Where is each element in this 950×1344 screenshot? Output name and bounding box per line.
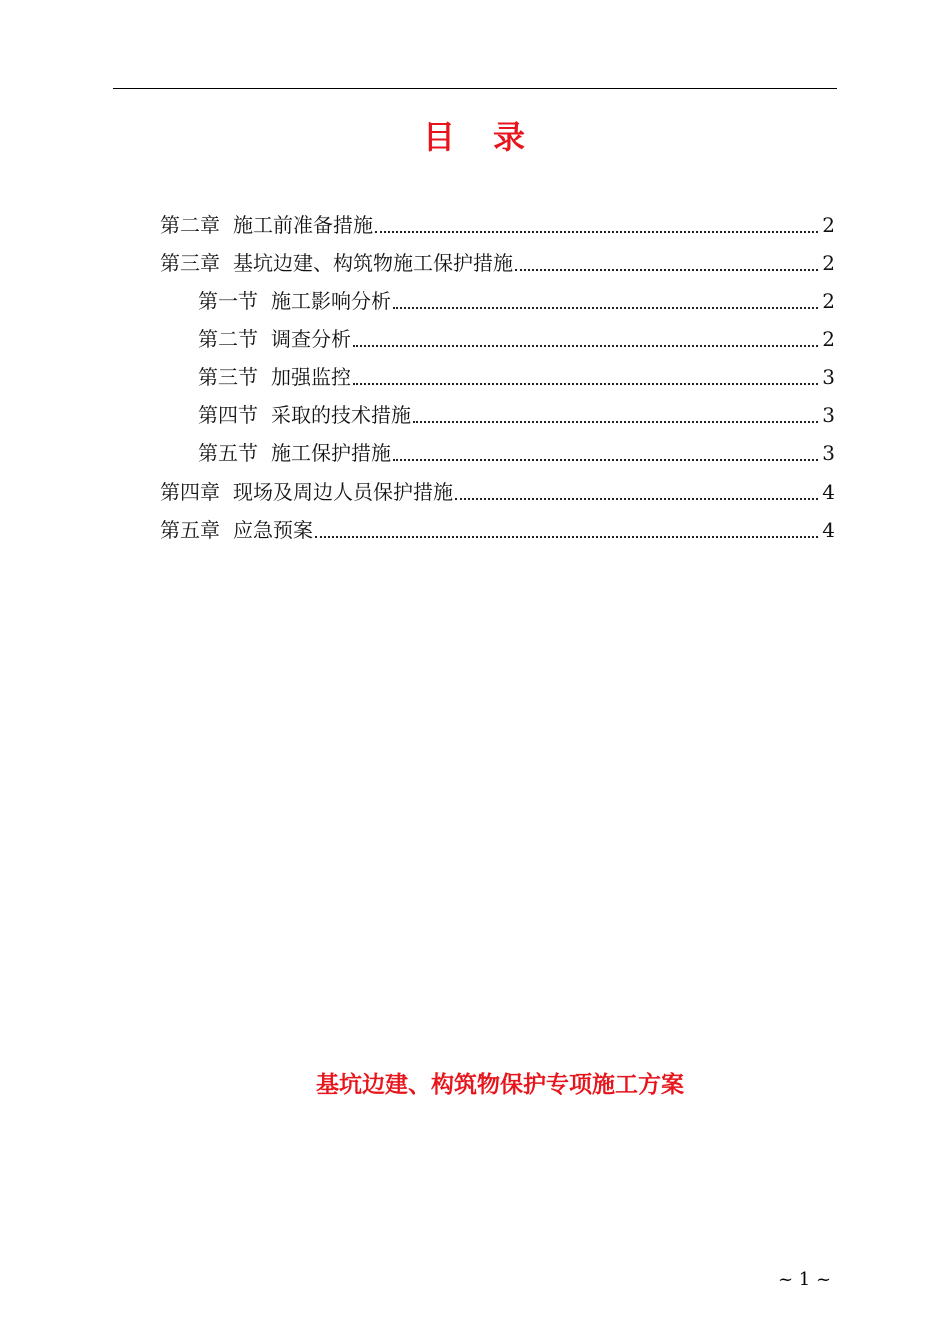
toc-entry[interactable] [160,212,835,238]
toc-entry[interactable] [198,402,835,428]
dot-leader [353,345,818,347]
toc-entry-title: 应急预案 [233,518,313,542]
dot-leader [375,231,818,233]
toc-entry-number: 第四章 [160,480,220,504]
toc-entry-number: 第三章 [160,251,220,275]
page-number: ~ 1 ~ [778,1269,832,1290]
toc-entry-number: 第二章 [160,213,220,237]
toc-heading-right: 录 [493,118,528,156]
toc-entry-page: 2 [822,213,835,237]
dot-leader [515,269,818,271]
toc-heading-left: 目 [422,118,457,156]
dot-leader [413,421,818,423]
toc-entry-page: 4 [822,518,835,542]
header-rule [113,88,837,89]
toc-entry-number: 第五章 [160,518,220,542]
toc-entry-page: 2 [822,251,835,275]
toc-entry-number: 第五节 [198,441,258,465]
dot-leader [393,459,818,461]
toc-entry-page: 2 [822,327,835,351]
dot-leader [315,536,818,538]
toc-entry[interactable] [198,288,835,314]
toc-entry-title: 现场及周边人员保护措施 [233,480,453,504]
toc-entry-number: 第二节 [198,327,258,351]
toc-entry-title: 施工保护措施 [271,441,391,465]
toc-entry-number: 第三节 [198,365,258,389]
toc-entry[interactable] [160,479,835,505]
dot-leader [393,307,818,309]
toc-entry-page: 3 [822,441,835,465]
toc-entry[interactable] [198,364,835,390]
document-title: 基坑边建、构筑物保护专项施工方案 [316,1072,684,1098]
toc-entry-title: 施工前准备措施 [233,213,373,237]
toc-entry[interactable] [198,326,835,352]
dot-leader [353,383,818,385]
toc-entry-number: 第一节 [198,289,258,313]
toc-entry-page: 4 [822,480,835,504]
toc-entry-title: 基坑边建、构筑物施工保护措施 [233,251,513,275]
toc-entry-title: 调查分析 [271,327,351,351]
dot-leader [455,498,818,500]
toc-entry-title: 施工影响分析 [271,289,391,313]
toc-entry-title: 加强监控 [271,365,351,389]
toc-entry[interactable] [160,517,835,543]
toc-entry-page: 3 [822,403,835,427]
toc-entry-title: 采取的技术措施 [271,403,411,427]
toc-entry[interactable] [198,440,835,466]
toc-heading [0,112,950,158]
toc-entry-number: 第四节 [198,403,258,427]
toc-entry-page: 2 [822,289,835,313]
toc-entry-page: 3 [822,365,835,389]
toc-entry[interactable] [160,250,835,276]
